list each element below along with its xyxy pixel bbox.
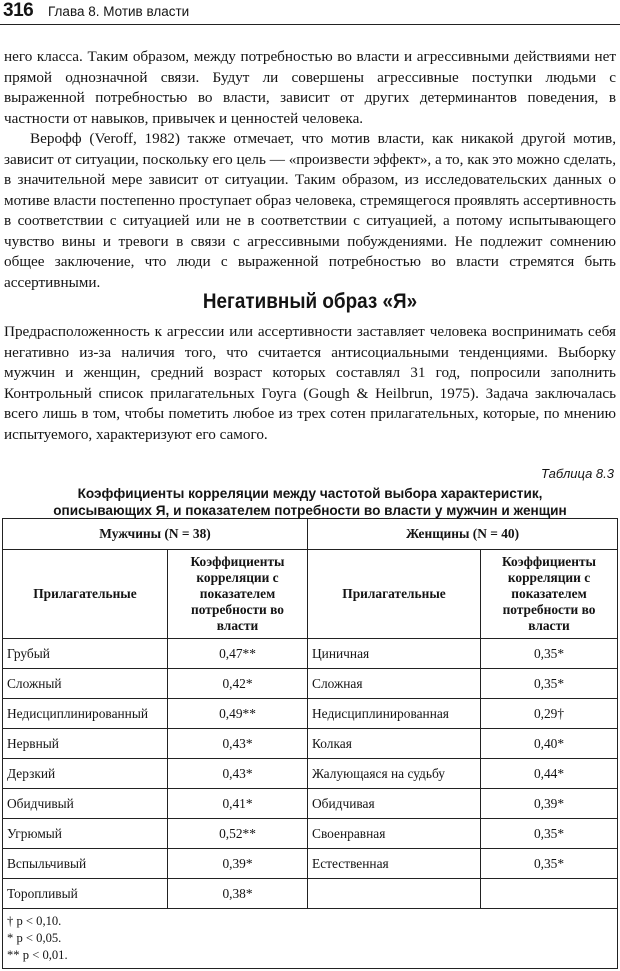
page-header bbox=[0, 0, 620, 26]
men-adjective: Грубый bbox=[3, 639, 168, 669]
women-coefficient: 0,35* bbox=[481, 849, 618, 879]
women-coefficient: 0,44* bbox=[481, 759, 618, 789]
women-coefficient: 0,40* bbox=[481, 729, 618, 759]
table-row bbox=[3, 789, 618, 819]
women-adjective: Сложная bbox=[308, 669, 481, 699]
men-adjective: Сложный bbox=[3, 669, 168, 699]
table-row bbox=[3, 729, 618, 759]
table-row bbox=[3, 669, 618, 699]
note-p001: ** p < 0,01. bbox=[7, 948, 68, 962]
women-coefficient: 0,35* bbox=[481, 669, 618, 699]
women-adjective: Своенравная bbox=[308, 819, 481, 849]
paragraph-1 bbox=[4, 47, 616, 129]
table-notes bbox=[3, 909, 618, 969]
men-coefficient: 0,38* bbox=[168, 879, 308, 909]
men-adjectives-header: Прилагательные bbox=[3, 550, 168, 639]
men-adjective: Торопливый bbox=[3, 879, 168, 909]
women-coefficient: 0,39* bbox=[481, 789, 618, 819]
paragraph-1-text: него класса. Таким образом, между потребностью во власти и агрессивными действиями нет прямой однозначной связи. Будут ли совершены агрессивные поступки людьми с выраженной потребностью во власти, зависит от других детерминантов поведения, в частности от навыков, привычек и ценностей человека. bbox=[4, 48, 616, 127]
men-adjective: Дерзкий bbox=[3, 759, 168, 789]
men-adjective: Угрюмый bbox=[3, 819, 168, 849]
table-caption bbox=[0, 485, 620, 519]
women-adjective: Циничная bbox=[308, 639, 481, 669]
note-p005: * p < 0,05. bbox=[7, 931, 62, 945]
table-row bbox=[3, 759, 618, 789]
paragraph-3 bbox=[4, 322, 616, 445]
women-coefficient: 0,35* bbox=[481, 819, 618, 849]
men-coefficient: 0,43* bbox=[168, 729, 308, 759]
section-title: Негативный образ «Я» bbox=[202, 290, 418, 313]
men-coefficient: 0,47** bbox=[168, 639, 308, 669]
men-header: Мужчины (N = 38) bbox=[3, 519, 308, 550]
women-adjective: Естественная bbox=[308, 849, 481, 879]
women-adjectives-header: Прилагательные bbox=[308, 550, 481, 639]
men-coefficient: 0,49** bbox=[168, 699, 308, 729]
running-head: Глава 8. Мотив власти bbox=[48, 4, 190, 19]
men-adjective: Недисциплинированный bbox=[3, 699, 168, 729]
table-row bbox=[3, 879, 618, 909]
men-adjective: Вспыльчивый bbox=[3, 849, 168, 879]
women-adjective bbox=[308, 879, 481, 909]
women-coefficient: 0,29† bbox=[481, 699, 618, 729]
men-adjective: Нервный bbox=[3, 729, 168, 759]
table-label: Таблица 8.3 bbox=[541, 466, 614, 481]
table-row bbox=[3, 849, 618, 879]
women-coefficient bbox=[481, 879, 618, 909]
men-coefficient: 0,42* bbox=[168, 669, 308, 699]
paragraph-2-text: Верофф (Veroff, 1982) также отмечает, что мотив власти, как никакой другой мотив, зависит от ситуации, поскольку его цель — «произвести эффект», а то, как это можно сделать, в значительной мере зависит от ситуации. Таким образом, из исследовательских данных о мотиве власти постепенно проступает образ человека, стремящегося проявлять ассертивность в соответствии с ситуацией или не в соответствии с ситуацией, а потому испытывающего чувство вины и тревоги в связи с агрессивными побуждениями. Не подлежит сомнению общее заключение, что люди с выраженной потребностью во власти стремятся быть ассертивными. bbox=[4, 130, 616, 291]
women-header: Женщины (N = 40) bbox=[308, 519, 618, 550]
table-caption-line-2: описывающих Я, и показателем потребности во власти у мужчин и женщин bbox=[53, 503, 567, 518]
note-p010: † p < 0,10. bbox=[7, 914, 62, 928]
header-rule bbox=[0, 24, 620, 25]
paragraph-2 bbox=[4, 129, 616, 293]
page-number: 316 bbox=[3, 0, 34, 21]
table-notes-row bbox=[3, 909, 618, 969]
men-adjective: Обидчивый bbox=[3, 789, 168, 819]
men-coefficient: 0,41* bbox=[168, 789, 308, 819]
women-adjective: Недисциплинированная bbox=[308, 699, 481, 729]
men-coefficients-header: Коэффициенты корреляции с показателем потребности во власти bbox=[168, 550, 308, 639]
women-adjective: Жалующаяся на судьбу bbox=[308, 759, 481, 789]
women-adjective: Колкая bbox=[308, 729, 481, 759]
men-coefficient: 0,39* bbox=[168, 849, 308, 879]
paragraph-3-text: Предрасположенность к агрессии или ассертивности заставляет человека воспринимать себя негативно из-за наличия того, что считается антисоциальными тенденциями. Выборку мужчин и женщин, средний возраст которых составлял 31 год, попросили заполнить Контрольный список прилагательных Гоуга (Gough & Heilbrun, 1975). Задача заключалась всего лишь в том, чтобы пометить любое из трех сотен прилагательных, которые, по мнению испытуемого, характеризуют его самого. bbox=[4, 323, 616, 443]
women-coefficient: 0,35* bbox=[481, 639, 618, 669]
table-caption-line-1: Коэффициенты корреляции между частотой выбора характеристик, bbox=[77, 486, 543, 501]
women-adjective: Обидчивая bbox=[308, 789, 481, 819]
men-coefficient: 0,52** bbox=[168, 819, 308, 849]
table-row bbox=[3, 819, 618, 849]
table-row bbox=[3, 699, 618, 729]
table-row bbox=[3, 639, 618, 669]
women-coefficients-header: Коэффициенты корреляции с показателем потребности во власти bbox=[481, 550, 618, 639]
men-coefficient: 0,43* bbox=[168, 759, 308, 789]
correlation-table bbox=[2, 518, 618, 969]
